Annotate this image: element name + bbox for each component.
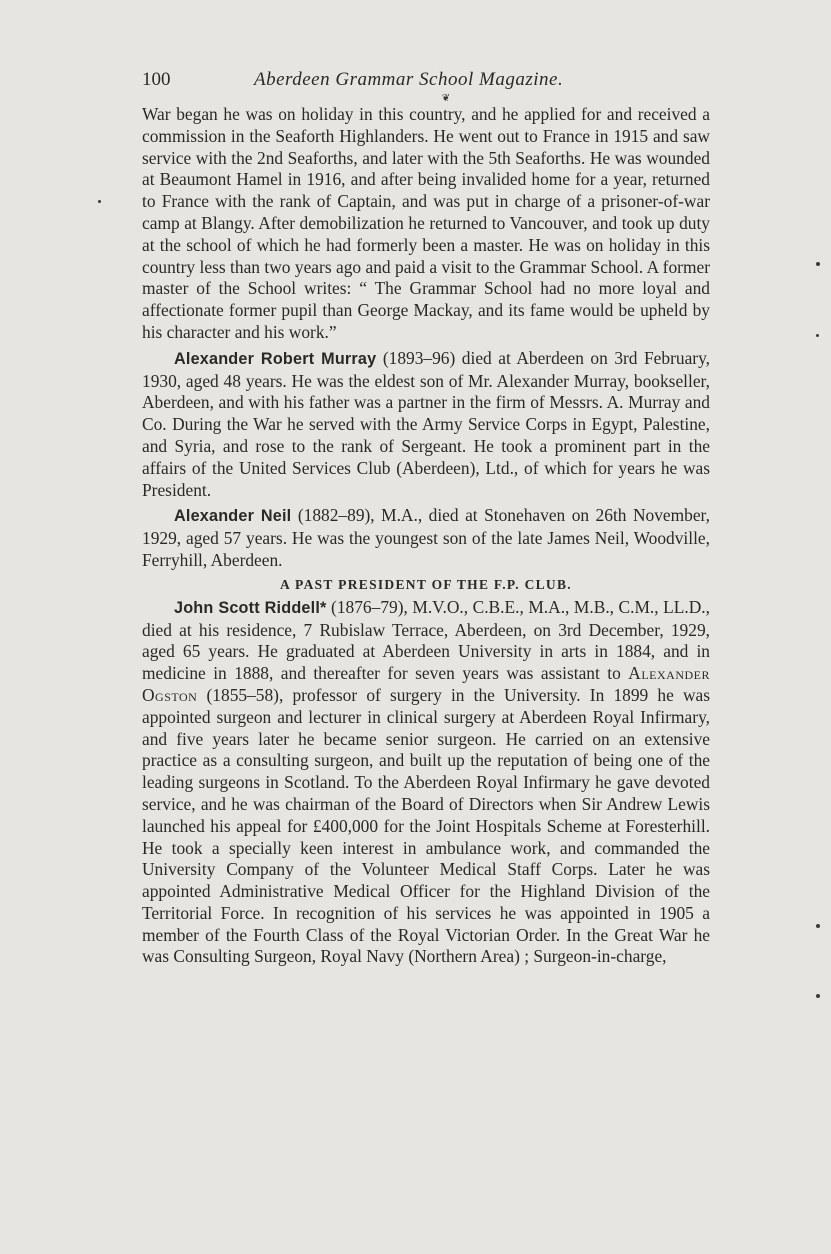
paragraph-alexander-robert-murray xyxy=(142,348,710,502)
paragraph-john-scott-riddell xyxy=(142,597,710,969)
obituary-text: (1893–96) died at Aberdeen on 3rd February, 1930, aged 48 years. He was the eldest son of Mr. Alexander Murray, bookseller, Aberdeen, and with his father was a partner in the firm of Messrs. A. Murray and Co. During the War he served with the Army Service Corps in Egypt, Palestine, and Syria, and rose to the rank of Sergeant. He took a prominent part in the affairs of the United Services Club (Aberdeen), Ltd., of which for years he was President. xyxy=(142,347,710,500)
obituary-name: Alexander Robert Murray xyxy=(174,349,377,368)
page-speck xyxy=(816,262,820,266)
running-title: Aberdeen Grammar School Magazine. xyxy=(254,69,564,90)
person-name-smallcaps: Alexander Ogston xyxy=(142,663,710,705)
page-speck xyxy=(816,334,819,337)
obituary-text: (1876–79), M.V.O., C.B.E., M.A., M.B., C.M., LL.D., died at his residence, 7 Rubislaw Terrace, Aberdeen, on 3rd December, 1929, aged 65 years. He graduated at Aberdeen University in arts in 1884, and in medicine in 1888, and thereafter for seven years was assistant to xyxy=(142,596,710,684)
obituary-text: (1882–89), M.A., died at Stonehaven on 26th November, 1929, aged 57 years. He was the youngest son of the late James Neil, Woodville, Ferryhill, Aberdeen. xyxy=(142,505,710,570)
running-head xyxy=(142,68,710,94)
page-speck xyxy=(98,200,101,203)
section-heading: A PAST PRESIDENT OF THE F.P. CLUB. xyxy=(280,576,572,592)
page-speck xyxy=(816,924,820,928)
paragraph-george-mackay-continued: War began he was on holiday in this country, and he applied for and received a commission in the Seaforth Highlanders. He went out to France in 1915 and saw service with the 2nd Seaforths, and later with the 5th Seaforths. He was wounded at Beaumont Hamel in 1916, and after being invalided home for a year, returned to France with the rank of Captain, and was put in charge of a prisoner-of-war camp at Blangy. After demobilization he returned to Vancouver, and took up duty at the school of which he had formerly been a master. He was on holiday in this country less than two years ago and paid a visit to the Grammar School. A former master of the School writes: “ The Grammar School had no more loyal and affectionate former pupil than George Mackay, and its fame would be upheld by his character and his work.” xyxy=(142,104,710,342)
obituary-text: (1855–58), professor of surgery in the University. In 1899 he was appointed surgeon and lecturer in clinical surgery at Aberdeen Royal Infirmary, and five years later he became senior surgeon. He carried on an extensive practice as a consulting surgeon, and built up the reputation of being one of the leading surgeons in Scotland. To the Aberdeen Royal Infirmary he gave devoted service, and he was chairman of the Board of Directors when Sir Andrew Lewis launched his appeal for £400,000 for the Joint Hospitals Scheme at Foresterhill. He took a specially keen interest in ambulance work, and commanded the University Company of the Volunteer Medical Staff Corps. Later he was appointed Administrative Medical Officer for the Highland Division of the Territorial Force. In recognition of his services he was appointed in 1905 a member of the Fourth Class of the Royal Victorian Order. In the Great War he was Consulting Surgeon, Royal Navy (Northern Area) ; Surgeon-in-charge, xyxy=(142,684,710,967)
article-body xyxy=(142,104,710,968)
obituary-name: Alexander Neil xyxy=(174,507,292,526)
paragraph-alexander-neil xyxy=(142,505,710,571)
printers-mark-icon: ❦ xyxy=(441,93,451,104)
obituary-name: John Scott Riddell* xyxy=(174,598,327,617)
magazine-page xyxy=(142,68,710,968)
page-speck xyxy=(816,994,820,998)
page-number: 100 xyxy=(142,69,171,90)
